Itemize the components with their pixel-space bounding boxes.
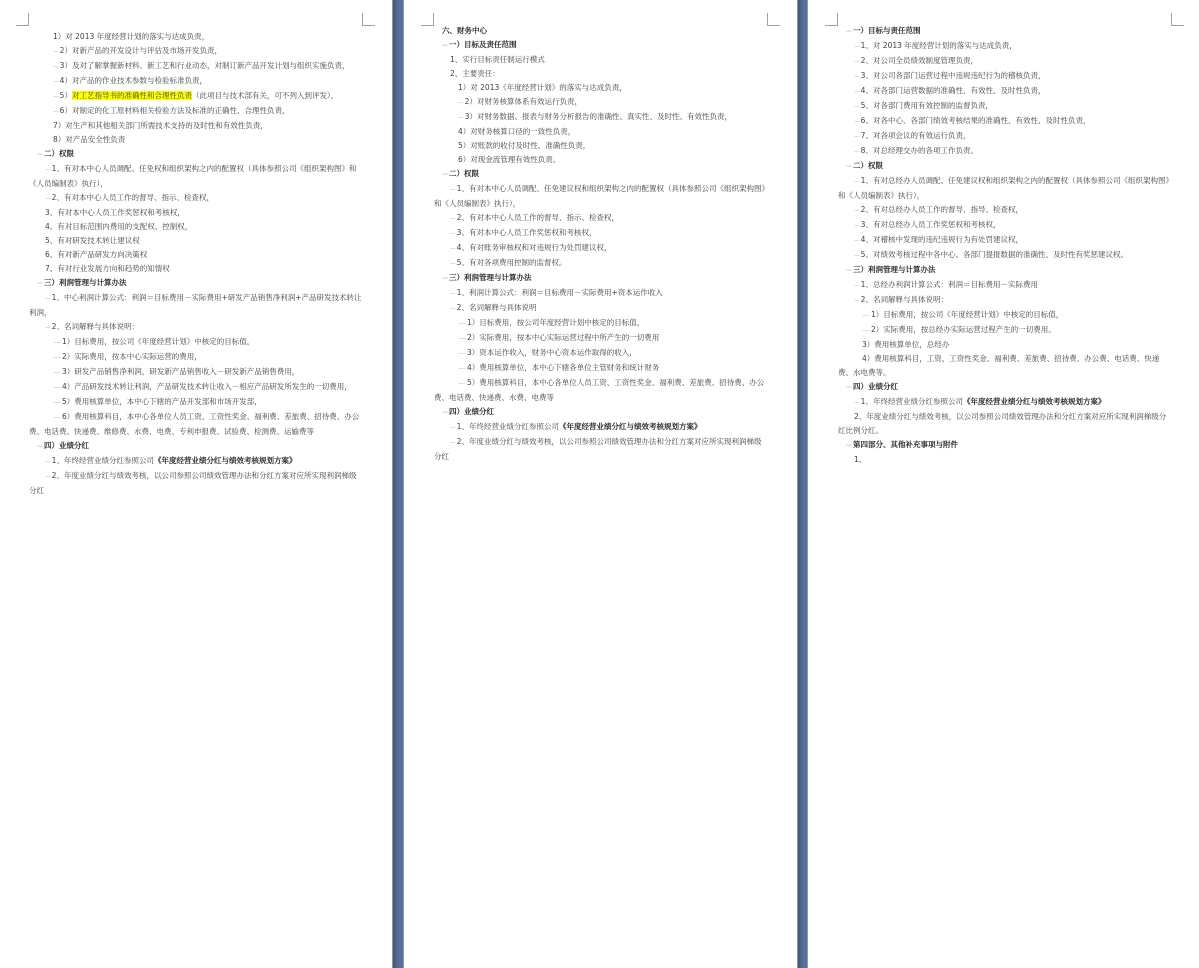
doc-text: 4）产品研发技术转让利润，产品研发技术转让收入－相应产品研发所发生的一切费用， (62, 382, 352, 391)
doc-text: 5、对绩效考核过程中各中心、各部门提报数据的准确性、及时性有奖惩建议权。 (860, 250, 1128, 259)
doc-text: 2、有对本中心人员工作的督导、指示、检查权， (51, 193, 214, 202)
format-mark: ---- (45, 295, 50, 302)
doc-line (838, 99, 1171, 114)
doc-line (29, 133, 362, 147)
doc-line (434, 241, 767, 256)
format-mark: ---- (458, 114, 463, 121)
format-mark: ------ (458, 365, 465, 372)
doc-text: 4）费用核算单位，本中心下辖各单位主管财务和统计财务 (467, 363, 660, 372)
document-page-1[interactable] (0, 0, 392, 968)
page-3-text-area[interactable] (838, 24, 1171, 968)
format-mark: — (442, 409, 447, 416)
format-mark: ---- (53, 93, 58, 100)
format-mark: ---- (854, 252, 859, 259)
doc-line (29, 162, 362, 191)
doc-text: 1、年终经营业绩分红参照公司 (456, 422, 559, 431)
doc-text: 2、主要责任： (450, 69, 500, 78)
format-mark: ---- (450, 186, 455, 193)
format-mark: ---- (450, 439, 455, 446)
doc-line (434, 139, 767, 153)
page-2-text-area[interactable] (434, 24, 767, 968)
format-mark: ------ (458, 335, 465, 342)
format-mark: — (37, 151, 42, 158)
doc-text: 3）及对了解掌握新材料、新工艺和行业动态，对制订新产品开发计划与组织实施负责， (59, 61, 350, 70)
doc-line (838, 39, 1171, 54)
margin-crop-mark-top-right (1171, 13, 1184, 26)
doc-text: 1）目标费用，按公司《年度经营计划》中核定的目标值， (62, 337, 255, 346)
format-mark: ------ (53, 414, 60, 421)
doc-text: 4）对财务核算口径的一致性负责， (458, 127, 576, 136)
doc-line (434, 110, 767, 125)
doc-text: 2）实际费用，按本中心实际运营过程中所产生的一切费用 (467, 333, 660, 342)
format-mark: ---- (53, 108, 58, 115)
doc-line (29, 104, 362, 119)
doc-text: 5、对各部门费用有效控制的监督负责， (860, 101, 993, 110)
doc-text: 1）目标费用，按公司《年度经营计划》中核定的目标值， (871, 310, 1064, 319)
doc-text: 3、有对总经办人员工作奖惩权和考核权， (860, 220, 1001, 229)
doc-text: 5、有对各项费用控制的监督权。 (456, 258, 567, 267)
doc-text: 1、 (854, 455, 867, 464)
doc-text: 8）对产品安全性负责 (53, 135, 126, 144)
format-mark: — (442, 171, 447, 178)
doc-text: 8、对总经理交办的各项工作负责。 (860, 146, 978, 155)
doc-text: 4、有对目标范围内费用的支配权、控制权， (45, 222, 193, 231)
format-mark: ---- (854, 118, 859, 125)
format-mark: ---- (450, 305, 455, 312)
format-mark: ---- (854, 222, 859, 229)
format-mark: ---- (450, 245, 455, 252)
format-mark: ---- (854, 282, 859, 289)
doc-text: 2、名词解释与具体说明： (860, 295, 948, 304)
doc-text: 5）对账款的收付及时性、准确性负责， (458, 141, 591, 150)
doc-text: 四）业绩分红 (449, 407, 494, 416)
doc-line (838, 114, 1171, 129)
doc-line (29, 147, 362, 162)
doc-text: 7）对生产和其他相关部门所需技术支持的及时性和有效性负责， (53, 121, 268, 130)
doc-text: 1、总经办利润计算公式：利润＝目标费用－实际费用 (860, 280, 1038, 289)
doc-line (838, 174, 1171, 203)
doc-text: 3、对公司各部门运营过程中违规违纪行为的稽核负责， (860, 71, 1046, 80)
format-mark: — (846, 28, 851, 35)
doc-line (29, 410, 362, 439)
doc-text: 4、对各部门运营数据的准确性、有效性、及时性负责， (860, 86, 1046, 95)
doc-line (29, 234, 362, 248)
document-page-3[interactable] (808, 0, 1199, 968)
document-page-2[interactable] (404, 0, 797, 968)
format-mark: ------ (862, 327, 869, 334)
doc-line (838, 263, 1171, 278)
doc-text: 2、有对本中心人员工作的督导、指示、检查权， (456, 213, 619, 222)
doc-text: 六、财务中心 (442, 26, 487, 35)
doc-text: 1、年终经营业绩分红参照公司 (51, 456, 154, 465)
doc-line (434, 420, 767, 435)
doc-line (434, 182, 767, 211)
doc-line (434, 346, 767, 361)
doc-line (29, 59, 362, 74)
doc-line (434, 95, 767, 110)
doc-line (29, 30, 362, 44)
doc-text: 1、对 2013 年度经营计划的落实与达成负责， (860, 41, 1017, 50)
format-mark: ---- (854, 43, 859, 50)
format-mark: ---- (854, 58, 859, 65)
doc-line (29, 439, 362, 454)
margin-crop-mark-top-left (825, 13, 838, 26)
doc-line (838, 453, 1171, 467)
doc-line (838, 24, 1171, 39)
doc-text: 7、有对行业发展方向和趋势的知情权 (45, 264, 170, 273)
doc-line (29, 119, 362, 133)
doc-text: 四）业绩分红 (44, 441, 89, 450)
doc-line (434, 211, 767, 226)
doc-line (838, 84, 1171, 99)
doc-text: 三）利润管理与计算办法 (44, 278, 127, 287)
format-mark: ---- (53, 78, 58, 85)
doc-line (434, 435, 767, 464)
doc-line (29, 191, 362, 206)
format-mark: ---- (53, 63, 58, 70)
doc-line (434, 38, 767, 53)
format-mark: ---- (854, 237, 859, 244)
doc-text: 1、有对总经办人员调配、任免建议权和组织架构之内的配置权（具体参照公司《组织架构图》和《人员编制表》执行）， (838, 176, 1170, 200)
doc-text: 4）费用核算科目，工资、工资性奖金、福利费、差旅费、招待费、办公费、电话费、快递费、水电费等。 (838, 354, 1160, 377)
doc-text: 6）费用核算科目，本中心各单位人员工资、工资性奖金、福利费、差旅费、招待费、办公费、电话费、快递费、维修费、水费、电费、专利申报费、试验费、检测费、运输费等 (29, 412, 360, 436)
doc-line (434, 331, 767, 346)
doc-line (838, 54, 1171, 69)
doc-text: 2、年度业绩分红与绩效考核，以公司参照公司绩效管理办法和分红方案对应所实现利润梯级分红 (29, 471, 357, 495)
format-mark: ---- (450, 290, 455, 297)
doc-text: 一）目标及责任范围 (449, 40, 517, 49)
doc-line (29, 395, 362, 410)
doc-line (838, 129, 1171, 144)
doc-text: 2、名词解释与具体说明： (51, 322, 139, 331)
format-mark: ---- (450, 230, 455, 237)
doc-line (838, 293, 1171, 308)
format-mark: ------ (458, 350, 465, 357)
doc-line (838, 338, 1171, 352)
format-mark: ---- (45, 458, 50, 465)
doc-text: 2、有对总经办人员工作的督导、指导、检查权， (860, 205, 1023, 214)
doc-text: 2）实际费用，按总经办实际运营过程产生的一切费用。 (871, 325, 1056, 334)
doc-text: 1、实行目标责任制运行模式 (450, 55, 545, 64)
doc-line (29, 89, 362, 104)
format-mark: ---- (854, 297, 859, 304)
doc-text: 《年度经营业绩分红与绩效考核规划方案》 (558, 422, 702, 431)
format-mark: ------ (862, 312, 869, 319)
doc-line (838, 278, 1171, 293)
format-mark: ---- (854, 399, 859, 406)
doc-text: 3）费用核算单位，总经办 (862, 340, 950, 349)
doc-line (434, 81, 767, 95)
doc-line (838, 352, 1171, 380)
doc-line (838, 395, 1171, 410)
format-mark: ---- (854, 207, 859, 214)
page-1-text-area[interactable] (29, 24, 362, 968)
margin-crop-mark-top-left (421, 13, 434, 26)
doc-text: 6、有对新产品研发方向决策权 (45, 250, 148, 259)
doc-line (434, 226, 767, 241)
doc-line (434, 361, 767, 376)
doc-text: 3）研发产品销售净利润，研发新产品销售收入－研发新产品销售费用， (62, 367, 300, 376)
format-mark: — (442, 275, 447, 282)
doc-text: 3、有对本中心人员工作奖惩权和考核权， (456, 228, 597, 237)
doc-text: 三）利润管理与计算办法 (853, 265, 936, 274)
margin-crop-mark-top-right (767, 13, 780, 26)
format-mark: ---- (53, 48, 58, 55)
doc-line (29, 276, 362, 291)
doc-text: 三）利润管理与计算办法 (449, 273, 532, 282)
doc-text: 3）对财务数据、报表与财务分析报告的准确性、真实性、及时性、有效性负责， (464, 112, 732, 121)
doc-line (434, 167, 767, 182)
highlighted-text: 对工艺指导书的准确性和合理性负责 (71, 91, 192, 100)
doc-line (29, 248, 362, 262)
doc-text: 第四部分、其他补充事项与附件 (853, 440, 958, 449)
doc-line (838, 323, 1171, 338)
format-mark: ------ (53, 339, 60, 346)
doc-line (29, 220, 362, 234)
format-mark: ---- (45, 195, 50, 202)
format-mark: ---- (458, 99, 463, 106)
format-mark: ---- (854, 178, 859, 185)
doc-text: 2）实际费用，按本中心实际运营的费用， (62, 352, 202, 361)
format-mark: — (846, 384, 851, 391)
format-mark: ---- (45, 473, 50, 480)
doc-line (434, 67, 767, 81)
doc-text: 1、中心利润计算公式：利润＝目标费用－实际费用+研发产品销售净利润+产品研发技术转让利润， (29, 293, 362, 317)
doc-text: 6）对现金流管理有效性负责。 (458, 155, 561, 164)
format-mark: ------ (458, 380, 465, 387)
doc-line (838, 410, 1171, 438)
format-mark: ---- (854, 133, 859, 140)
doc-text: 7、对各项会议的有效运行负责， (860, 131, 971, 140)
doc-text: 4、有对账务审核权和对违规行为处罚建议权， (456, 243, 612, 252)
doc-line (29, 365, 362, 380)
doc-text: 一）目标与责任范围 (853, 26, 921, 35)
doc-line (838, 144, 1171, 159)
doc-text: 2）对新产品的开发设计与评估及市场开发负责， (59, 46, 222, 55)
doc-line (29, 44, 362, 59)
doc-text: 2、年度业绩分红与绩效考核，以公司参照公司绩效管理办法和分红方案对应所实现利润梯级分红 (434, 437, 762, 461)
format-mark: ---- (450, 424, 455, 431)
doc-text: 二）权限 (449, 169, 479, 178)
format-mark: — (37, 280, 42, 287)
doc-line (29, 291, 362, 320)
doc-text: 1、有对本中心人员调配、任免建议权和组织架构之内的配置权（具体参照公司《组织架构图》和《人员编制表》执行）， (434, 184, 766, 208)
doc-text: 4）对产品的作业技术参数与检验标准负责， (59, 76, 207, 85)
doc-line (838, 308, 1171, 323)
doc-line (434, 24, 767, 38)
doc-line (838, 248, 1171, 263)
doc-text: 1）对 2013 年度经营计划的落实与达成负责， (53, 32, 210, 41)
format-mark: ------ (53, 369, 60, 376)
format-mark: ---- (854, 148, 859, 155)
doc-text: 2）对财务核算体系有效运行负责， (464, 97, 582, 106)
doc-text: 《年度经营业绩分红与绩效考核规划方案》 (153, 456, 297, 465)
doc-line (434, 405, 767, 420)
format-mark: — (846, 267, 851, 274)
doc-text: 2、名词解释与具体说明 (456, 303, 537, 312)
doc-line (434, 125, 767, 139)
doc-text: 5）费用核算科目，本中心各单位人员工资、工资性奖金、福利费、差旅费、招待费、办公费、电话费、快递费、水费、电费等 (434, 378, 765, 402)
doc-text: 2、年度业绩分红与绩效考核，以公司参照公司绩效管理办法和分红方案对应所实现利润梯级分红比例分红。 (838, 412, 1167, 435)
format-mark: ---- (450, 260, 455, 267)
doc-line (838, 69, 1171, 84)
format-mark: ---- (450, 215, 455, 222)
doc-text: 1）目标费用，按公司年度经营计划中核定的目标值， (467, 318, 645, 327)
doc-text: 二）权限 (44, 149, 74, 158)
format-mark: ---- (45, 324, 50, 331)
margin-crop-mark-top-left (16, 13, 29, 26)
doc-line (838, 203, 1171, 218)
doc-text: 5） (59, 91, 72, 100)
doc-line (838, 218, 1171, 233)
doc-text: 4、对稽核中发现的违纪违规行为有处罚建议权， (860, 235, 1023, 244)
doc-line (434, 271, 767, 286)
format-mark: ---- (854, 73, 859, 80)
doc-line (838, 159, 1171, 174)
doc-text: 6）对制定的化工原材料相关检验方法及标准的正确性、合理性负责， (59, 106, 290, 115)
doc-line (838, 438, 1171, 453)
doc-text: 1、利润计算公式：利润＝目标费用－实际费用+资本运作收入 (456, 288, 663, 297)
format-mark: — (846, 163, 851, 170)
format-mark: ------ (53, 354, 60, 361)
doc-text: 二）权限 (853, 161, 883, 170)
doc-text: 6、对各中心、各部门绩效考核结果的准确性、有效性、及时性负责， (860, 116, 1091, 125)
doc-text: 3、有对本中心人员工作奖惩权和考核权， (45, 208, 185, 217)
doc-text: 5）费用核算单位，本中心下辖的产品开发部和市场开发部， (62, 397, 262, 406)
doc-text: 四）业绩分红 (853, 382, 898, 391)
doc-text: 1、有对本中心人员调配、任免权和组织架构之内的配置权（具体参照公司《组织架构图》和《人员编制表》执行）， (29, 164, 357, 188)
doc-line (434, 376, 767, 405)
format-mark: — (846, 442, 851, 449)
doc-text: （此项目与技术部有关，可不列入到评发）， (191, 91, 339, 100)
doc-text: 3）资本运作收入，财务中心资本运作取得的收入， (467, 348, 637, 357)
format-mark: ---- (854, 103, 859, 110)
format-mark: ------ (458, 320, 465, 327)
doc-line (29, 206, 362, 220)
doc-text: 2、对公司全员绩效制度管理负责， (860, 56, 978, 65)
format-mark: ------ (53, 384, 60, 391)
doc-line (29, 74, 362, 89)
doc-line (434, 153, 767, 167)
doc-line (29, 262, 362, 276)
doc-line (434, 301, 767, 316)
doc-line (838, 233, 1171, 248)
doc-text: 1）对 2013《年度经营计划》的落实与达成负责， (458, 83, 627, 92)
format-mark: ---- (854, 88, 859, 95)
doc-line (434, 256, 767, 271)
doc-line (434, 316, 767, 331)
doc-text: 《年度经营业绩分红与绩效考核规划方案》 (962, 397, 1106, 406)
format-mark: — (37, 443, 42, 450)
doc-text: 5、有对研发技术转让建议权 (45, 236, 140, 245)
doc-line (29, 380, 362, 395)
doc-line (29, 454, 362, 469)
margin-crop-mark-top-right (362, 13, 375, 26)
doc-text: 1、年终经营业绩分红参照公司 (860, 397, 963, 406)
doc-line (838, 380, 1171, 395)
doc-line (29, 320, 362, 335)
doc-line (434, 53, 767, 67)
doc-line (29, 335, 362, 350)
format-mark: ---- (45, 166, 50, 173)
format-mark: ------ (53, 399, 60, 406)
doc-line (434, 286, 767, 301)
doc-line (29, 350, 362, 365)
format-mark: — (442, 42, 447, 49)
